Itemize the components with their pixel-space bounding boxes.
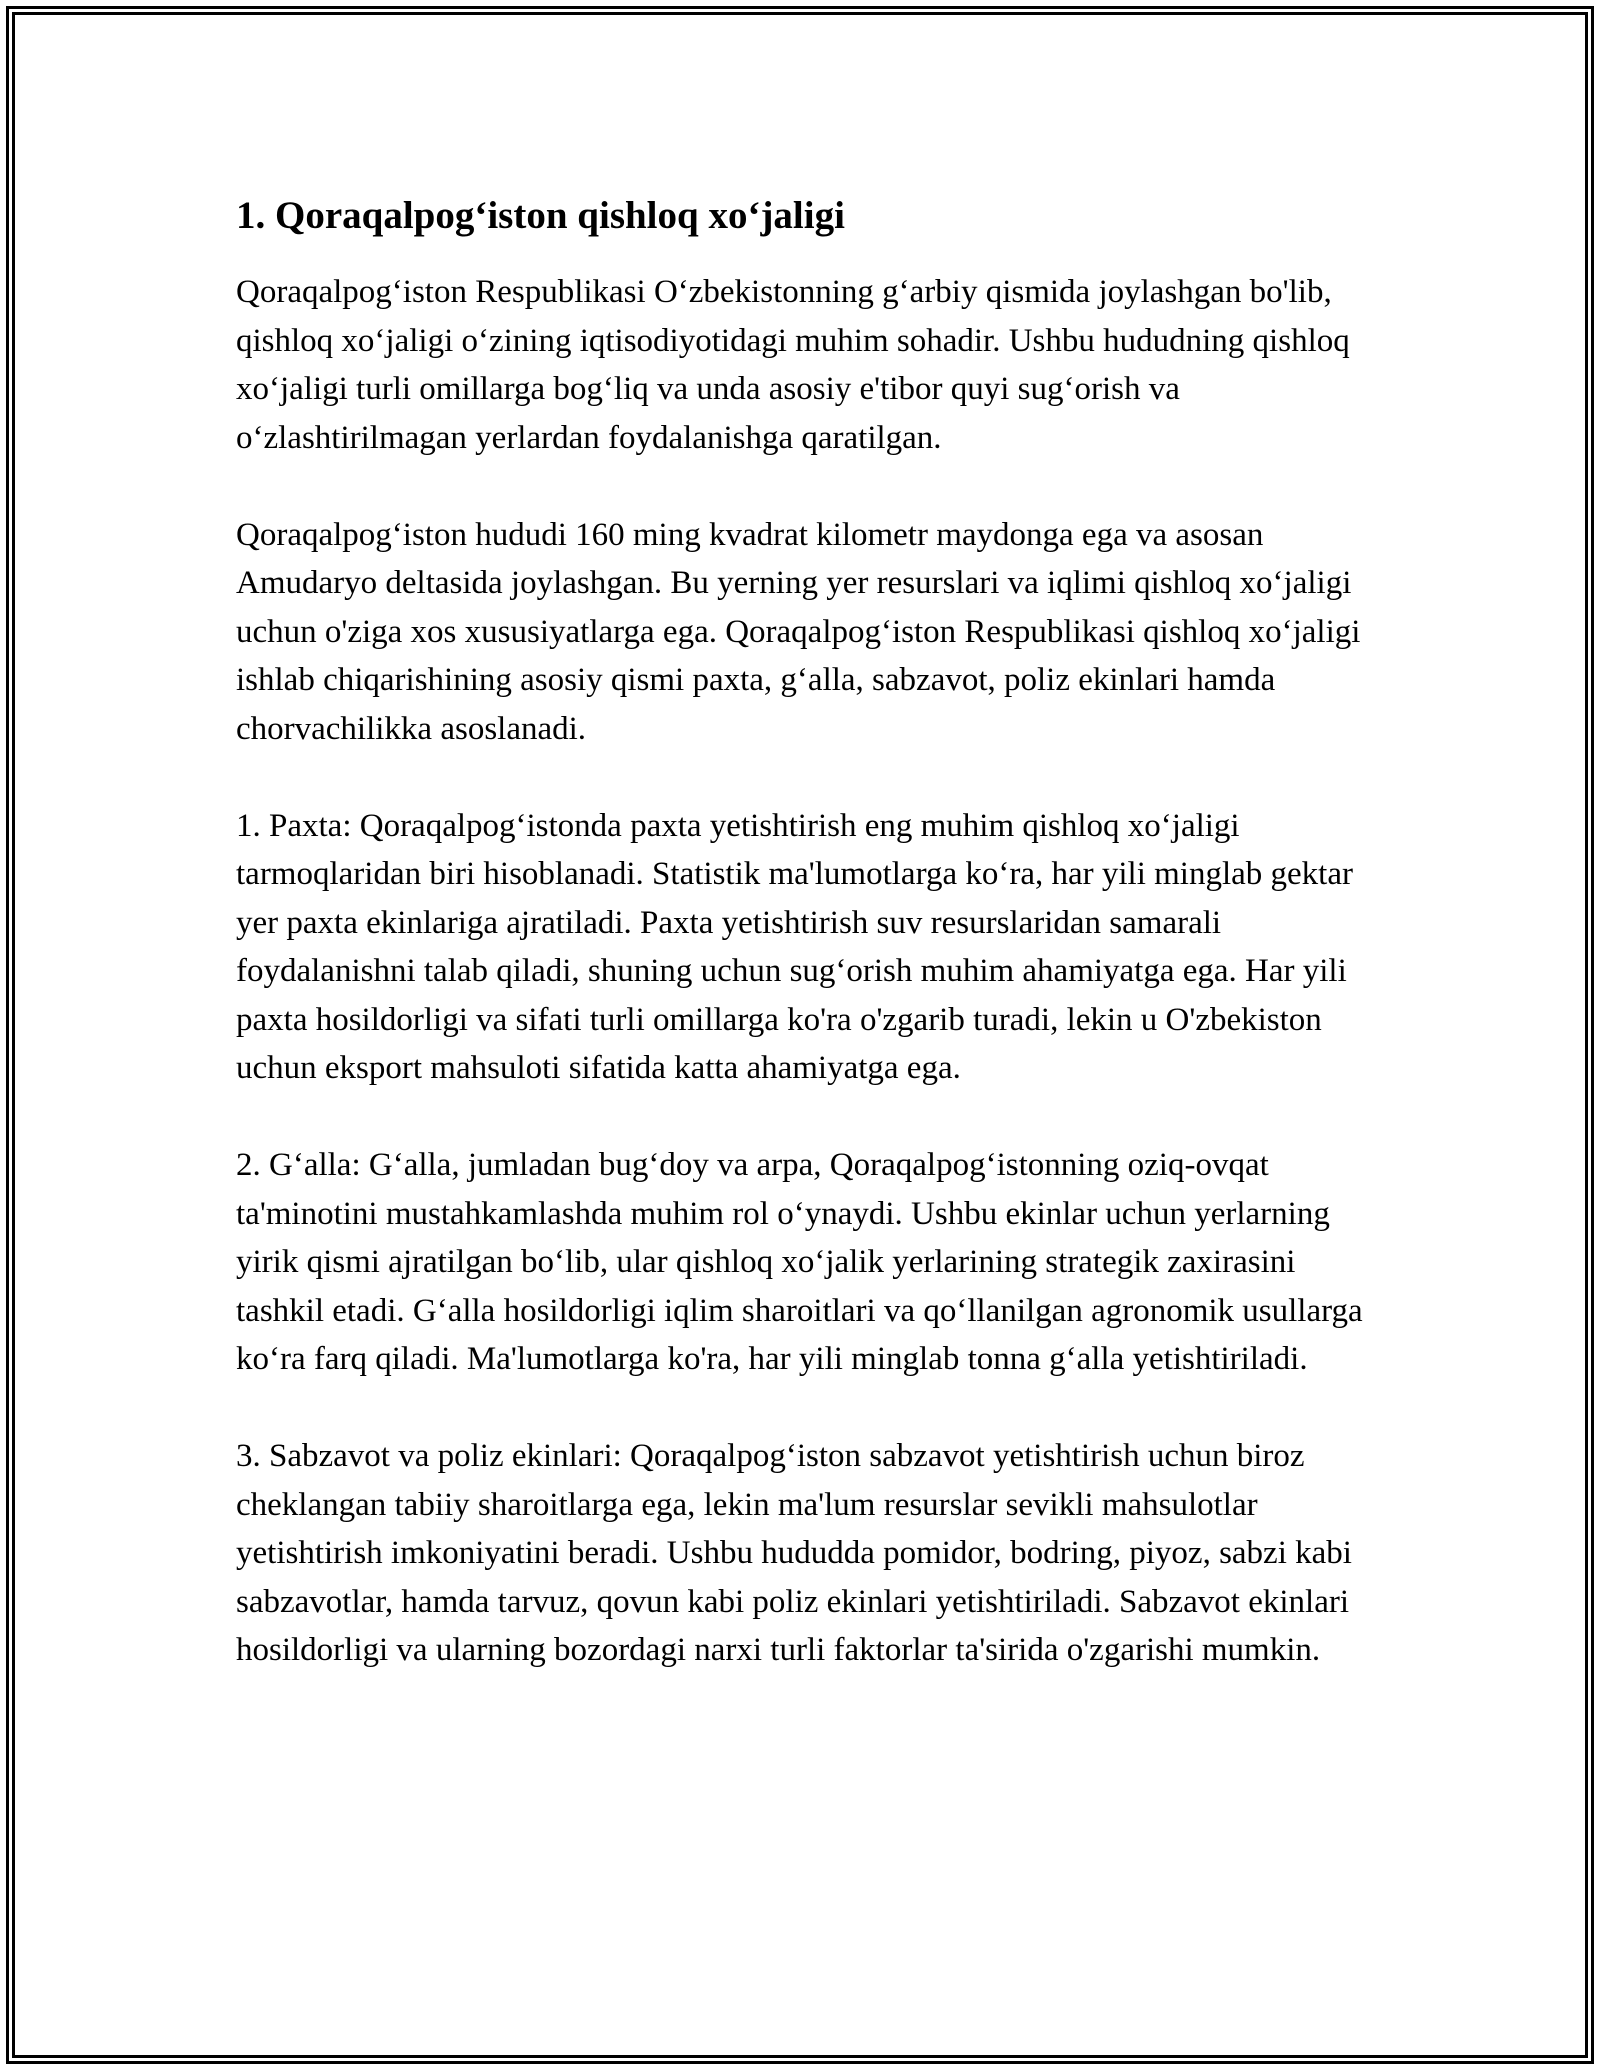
paragraph-vegetables: 3. Sabzavot va poliz ekinlari: Qoraqalpog‘iston sabzavot yetishtirish uchun biroz cheklangan tabiiy sharoitlarga ega, lekin ma'lum resurslar sevikli mahsulotlar yetishtirish imkoniyatini beradi. Ushbu hududda pomidor, bodring, piyoz, sabzi kabi sabzavotlar, hamda tarvuz, qovun kabi poliz ekinlari yetishtiriladi. Sabzavot ekinlari hosildorligi va ularning bozordagi narxi turli faktorlar ta'sirida o'zgarishi mumkin.: [236, 1438, 1352, 1668]
paragraph-intro: Qoraqalpog‘iston Respublikasi O‘zbekistonning g‘arbiy qismida joylashgan bo'lib, qishloq xo‘jaligi o‘zining iqtisodiyotidagi muhim sohadir. Ushbu hududning qishloq xo‘jaligi turli omillarga bog‘liq va unda asosiy e'tibor quyi sug‘orish va o‘zlashtirilmagan yerlardan foydalanishga qaratilgan.: [236, 274, 1350, 456]
paragraph-cotton: 1. Paxta: Qoraqalpog‘istonda paxta yetishtirish eng muhim qishloq xo‘jaligi tarmoqlaridan biri hisoblanadi. Statistik ma'lumotlarga ko‘ra, har yili minglab gektar yer paxta ekinlariga ajratiladi. Paxta yetishtirish suv resurslaridan samarali foydalanishni talab qiladi, shuning uchun sug‘orish muhim ahamiyatga ega. Har yili paxta hosildorligi va sifati turli omillarga ko'ra o'zgarib turadi, lekin u O'zbekiston uchun eksport mahsuloti sifatida katta ahamiyatga ega.: [236, 807, 1353, 1086]
document-body: [236, 188, 1366, 1675]
document-title: 1. Qoraqalpog‘iston qishloq xo‘jaligi: [236, 194, 845, 237]
paragraph-grain: 2. G‘alla: G‘alla, jumladan bug‘doy va arpa, Qoraqalpog‘istonning oziq-ovqat ta'minotini mustahkamlashda muhim rol o‘ynaydi. Ushbu ekinlar uchun yerlarning yirik qismi ajratilgan bo‘lib, ular qishloq xo‘jalik yerlarining strategik zaxirasini tashkil etadi. G‘alla hosildorligi iqlim sharoitlari va qo‘llanilgan agronomik usullarga ko‘ra farq qiladi. Ma'lumotlarga ko'ra, har yili minglab tonna g‘alla yetishtiriladi.: [236, 1147, 1363, 1377]
paragraph-territory: Qoraqalpog‘iston hududi 160 ming kvadrat kilometr maydonga ega va asosan Amudaryo deltasida joylashgan. Bu yerning yer resurslari va iqlimi qishloq xo‘jaligi uchun o'ziga xos xususiyatlarga ega. Qoraqalpog‘iston Respublikasi qishloq xo‘jaligi ishlab chiqarishining asosiy qismi paxta, g‘alla, sabzavot, poliz ekinlari hamda chorvachilikka asoslanadi.: [236, 516, 1361, 747]
